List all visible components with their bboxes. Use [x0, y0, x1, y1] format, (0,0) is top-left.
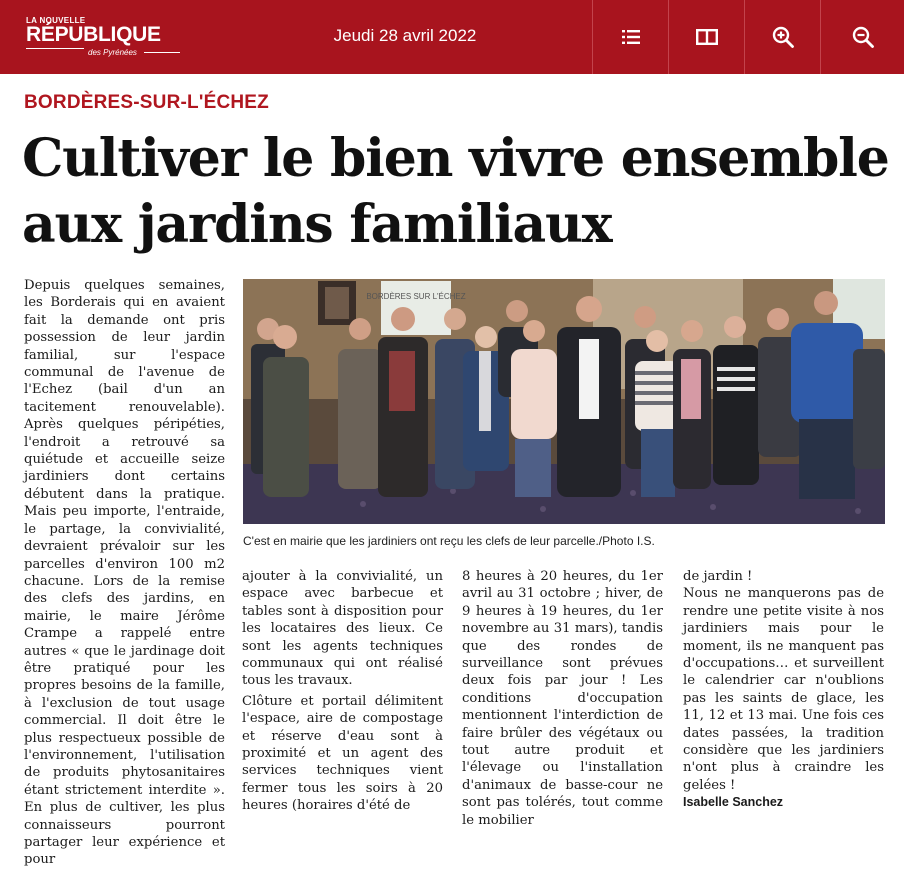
- article-column-2: [242, 568, 443, 815]
- paragraph: Clôture et portail délimitent l'espace, aire de compostage et réserve d'eau sont à proximité et un agent des services techniques vient fermer tous les soirs à 20 heures (horaires d'été de: [242, 693, 443, 814]
- logo[interactable]: [20, 10, 188, 62]
- article-byline: Isabelle Sanchez: [683, 795, 784, 810]
- zoom-out-button[interactable]: [820, 0, 904, 74]
- paragraph: de jardin !: [683, 569, 753, 584]
- zoom-in-icon: [772, 26, 794, 48]
- article-column-4: [683, 568, 884, 812]
- zoom-out-icon: [852, 26, 874, 48]
- paragraph: Depuis quelques semaines, les Borderais qui en avaient fait la demande ont pris possession de leur jardin familial, sur l'espace communal de l'avenue de l'Echez (bail d'un an tacitement renouvelable). Après quelques péripéties, l'endroit a retrouvé sa quiétude et accueille seize jardiniers dont certains débutent dans la pratique. Mais peu importe, l'entraide, le partage, la convivialité, devraient prévaloir sur les parcelles d'environ 100 m2 chacune. Lors de la remise des clefs des jardins, en mairie, le maire Jérôme Crampe a rappelé entre autres « que le jardinage doit être pratiqué pour les propres besoins de la famille, à l'exclusion de tout usage commercial. Il doit être le plus respectueux possible de l'environnement, l'utilisation de produits phytosanitaires étant strictement interdite ». En plus de cultiver, les plus connaisseurs pourront partager leur expérience et pour: [24, 278, 225, 868]
- list-icon: [622, 29, 640, 45]
- paragraph: 8 heures à 20 heures, du 1er avril au 31 octobre ; hiver, de 9 heures à 19 heures, du 1er novembre au 31 mars), tandis que des rondes de surveillance sont prévues deux fois par jour ! Les conditions d'occupation mentionnent l'interdiction de faire brûler des végétaux ou tout autre produit et l'élevage ou l'installation d'animaux de basse-cour ne sont pas tolérés, tout comme le mobilier: [462, 569, 663, 828]
- logo-sub-text: des Pyrénées: [88, 48, 137, 57]
- reading-mode-button[interactable]: [668, 0, 744, 74]
- article-headline: Cultiver le bien vivre ensemble aux jardins familiaux: [22, 128, 889, 255]
- book-icon: [696, 29, 718, 45]
- article-kicker: BORDÈRES-SUR-L'ÉCHEZ: [24, 92, 269, 113]
- paragraph: ajouter à la convivialité, un espace avec barbecue et tables sont à disposition pour les locataires des lieux. Ce sont les agents techniques communaux qui ont réalisé tous les travaux.: [242, 569, 443, 689]
- photo-caption: C'est en mairie que les jardiniers ont reçu les clefs de leur parcelle./Photo I.S.: [243, 534, 655, 548]
- article-column-3: [462, 568, 663, 829]
- group-photo-image: [243, 279, 885, 524]
- logo-main-text: RÉPUBLIQUE: [26, 23, 161, 46]
- article-column-1: [24, 277, 225, 869]
- paragraph: Nous ne manquerons pas de rendre une petite visite à nos jardiniers mais pour le moment, ils ne manquent pas d'occupations… et surveillent le calendrier car n'oublions pas les saints de glace, les 11, 12 et 13 mai. Une fois ces dates passées, la tradition considère que les jardiniers n'ont plus à craindre les gelées !: [683, 586, 884, 793]
- photo-sign-text: BORDÈRES SUR L'ÉCHEZ: [366, 292, 466, 301]
- logo-top-text: LA NOUVELLE: [26, 16, 86, 25]
- issue-date: Jeudi 28 avril 2022: [333, 26, 477, 45]
- top-bar: [0, 0, 904, 74]
- zoom-in-button[interactable]: [744, 0, 820, 74]
- logo-rule: [26, 48, 84, 49]
- summary-button[interactable]: [592, 0, 668, 74]
- article-photo[interactable]: [243, 279, 885, 524]
- logo-rule: [144, 52, 180, 53]
